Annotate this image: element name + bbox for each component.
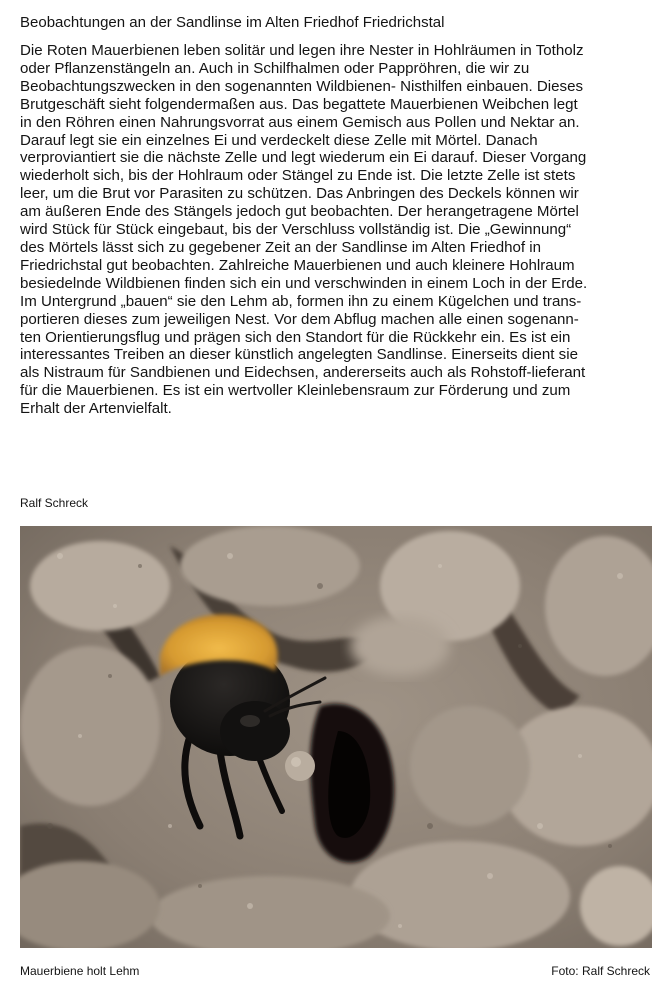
article-body — [20, 42, 660, 418]
photo-caption: Mauerbiene holt Lehm — [20, 964, 140, 978]
body-line: Erhalt der Artenvielfalt. — [20, 400, 172, 418]
body-line: besiedelnde Wildbienen finden sich ein und verschwinden in einem Loch in der Erde. — [20, 274, 588, 292]
article-title: Beobachtungen an der Sandlinse im Alten Friedhof Friedrichstal — [20, 14, 445, 31]
body-line: wird Stück für Stück eingebaut, bis der Verschluss vollständig ist. Die „Gewinnung“ — [20, 221, 572, 239]
article-author: Ralf Schreck — [20, 496, 89, 510]
body-line: wiederholt sich, bis der Hohlraum oder Stängel zu Ende ist. Die letzte Zelle ist stets — [20, 167, 576, 185]
body-line: in den Röhren einen Nahrungsvorrat aus einem Gemisch aus Pollen und Nektar an. — [20, 113, 580, 131]
body-line: Beobachtungszwecken in den sogenannten Wildbienen- Nisthilfen einbauen. Dieses — [20, 77, 584, 95]
body-line: portieren dieses zum jeweiligen Nest. Vor dem Abflug machen alle einen sogenann- — [20, 310, 579, 328]
photo-credit: Foto: Ralf Schreck — [551, 964, 650, 978]
body-line: interessantes Treiben an dieser künstlich angelegten Sandlinse. Einerseits dient sie — [20, 346, 578, 364]
body-line: Im Untergrund „bauen“ sie den Lehm ab, formen ihn zu einem Kügelchen und trans- — [20, 292, 582, 310]
body-line: als Nistraum für Sandbienen und Eidechsen, andererseits auch als Rohstoff-lieferant — [20, 364, 586, 382]
body-line: leer, um die Brut vor Parasiten zu schützen. Das Anbringen des Deckels können wir — [20, 185, 579, 203]
bee-photo-illustration — [20, 526, 652, 948]
body-line: für die Mauerbienen. Es ist ein wertvoller Kleinlebensraum zur Förderung und zum — [20, 382, 571, 400]
body-line: verproviantiert sie die nächste Zelle und legt wiederum ein Ei darauf. Dieser Vorgang — [20, 149, 587, 167]
body-line: am äußeren Ende des Stängels jedoch gut beobachten. Der herangetragene Mörtel — [20, 203, 579, 221]
body-line: Friedrichstal gut beobachten. Zahlreiche Mauerbienen und auch kleinere Hohlraum — [20, 256, 575, 274]
body-line: ten Orientierungsflug und prägen sich den Standort für die Rückkehr ein. Es ist ein — [20, 328, 571, 346]
body-line: Darauf legt sie ein einzelnes Ei und verdeckelt diese Zelle mit Mörtel. Danach — [20, 131, 538, 149]
body-line: Die Roten Mauerbienen leben solitär und legen ihre Nester in Hohlräumen in Totholz — [20, 42, 584, 59]
body-line: Brutgeschäft sieht folgendermaßen aus. Das begattete Mauerbienen Weibchen legt — [20, 95, 578, 113]
body-line: oder Pflanzenstängeln an. Auch in Schilfhalmen oder Pappröhren, die wir zu — [20, 59, 530, 77]
bee-photo — [20, 526, 652, 948]
body-line: des Mörtels lässt sich zu gegebener Zeit an der Sandlinse im Alten Friedhof in — [20, 238, 542, 256]
